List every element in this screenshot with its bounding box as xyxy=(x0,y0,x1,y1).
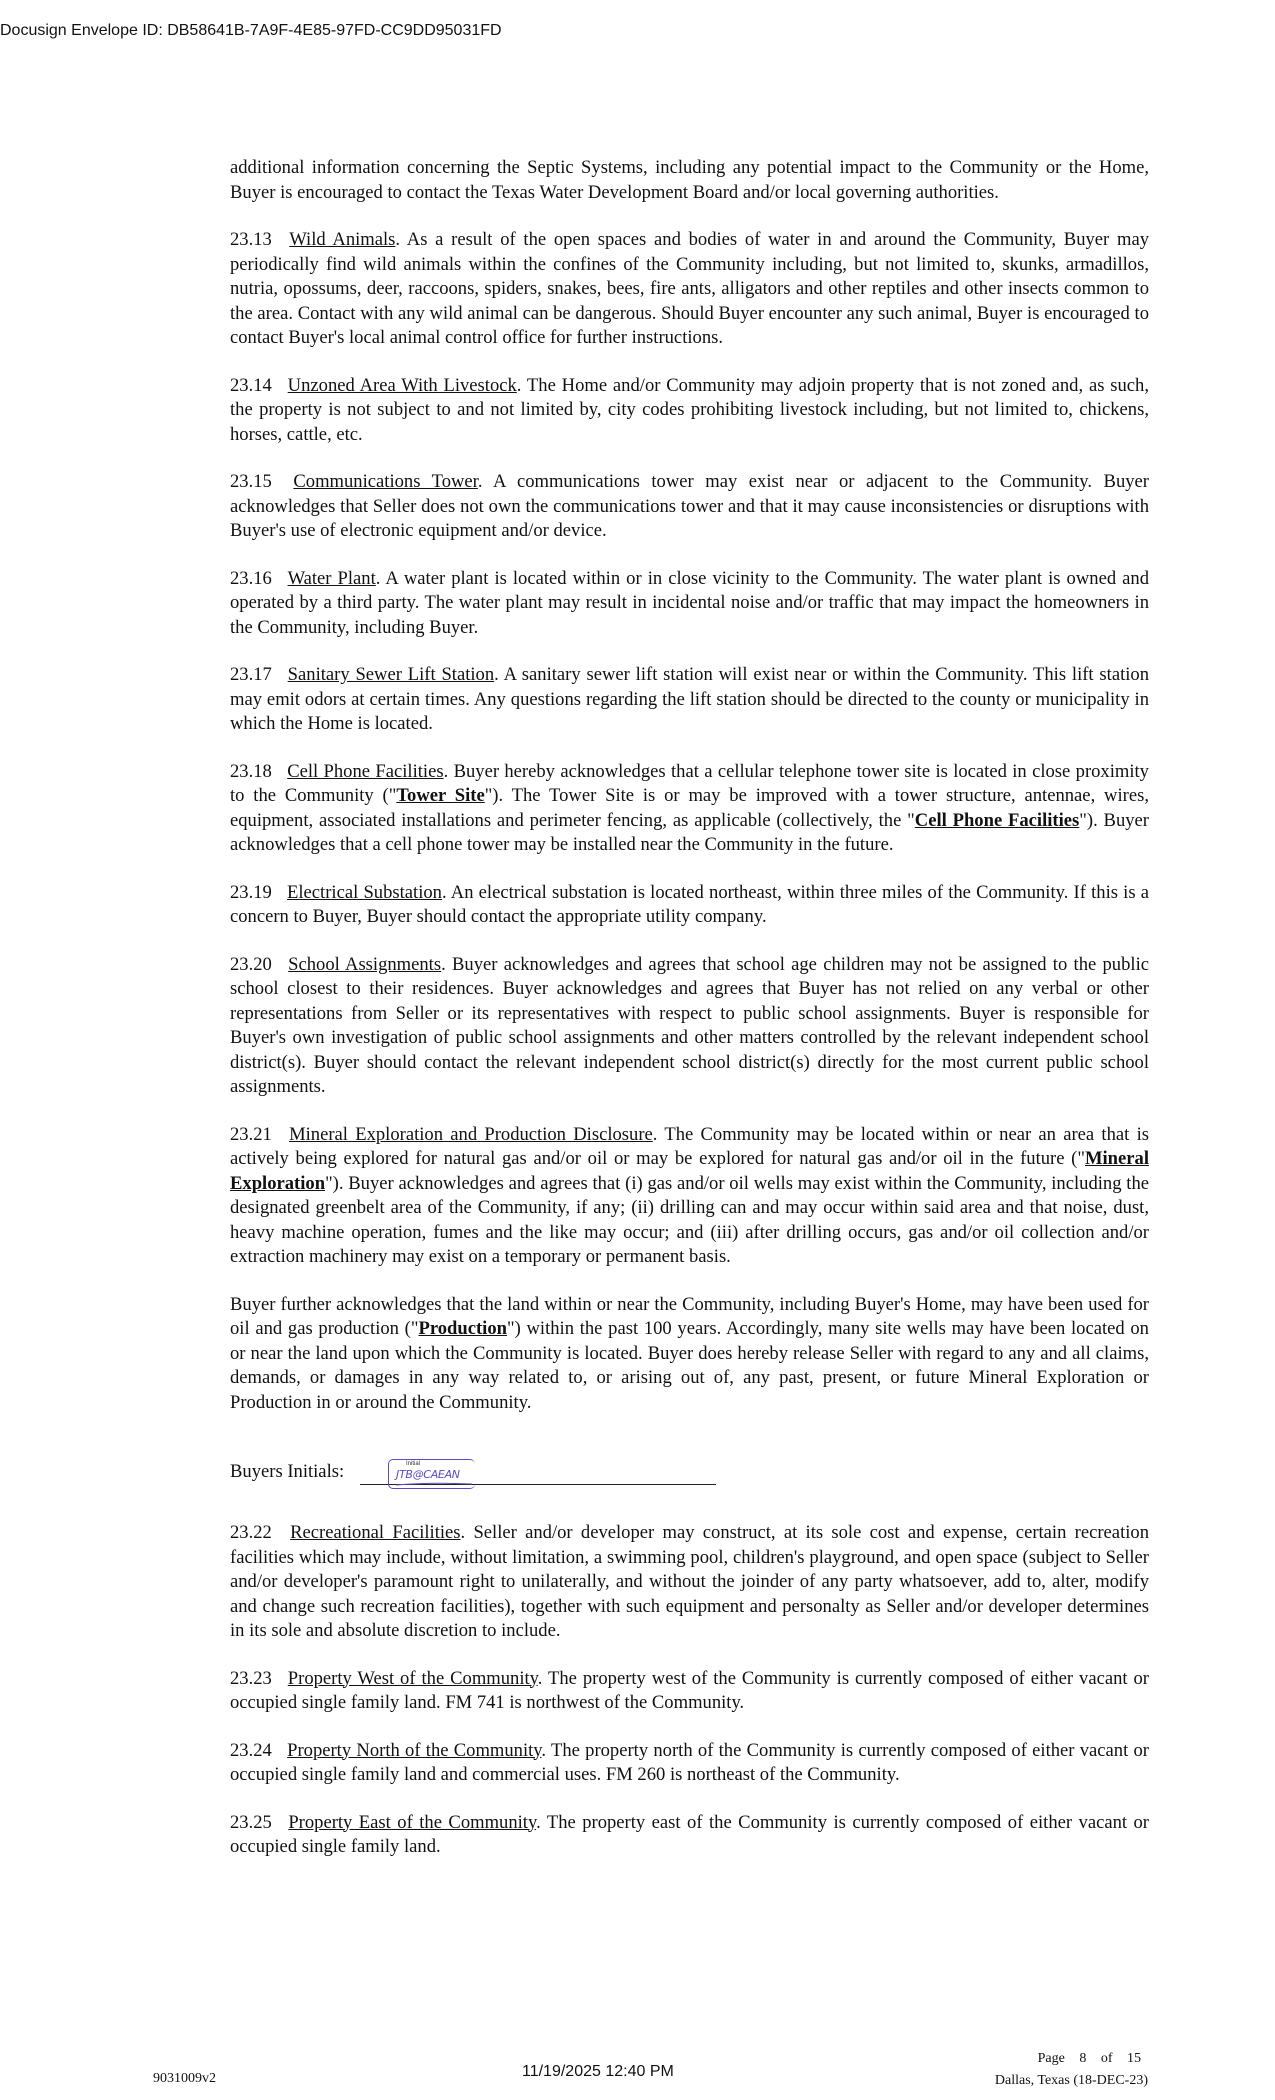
section-23-17 xyxy=(230,663,1149,737)
section-number: 23.25 xyxy=(230,1811,272,1833)
section-body: . The property east of the Community is currently composed of either vacant or occupied single family land. xyxy=(230,1811,1149,1857)
page-indicator xyxy=(954,2051,1148,2067)
section-number: 23.13 xyxy=(230,229,272,250)
section-title: Sanitary Sewer Lift Station xyxy=(287,664,495,685)
page-label: Page xyxy=(1037,2051,1065,2066)
section-body: . A sanitary sewer lift station will exist near or within the Community. This lift station may emit odors at certain times. Any questions regarding the lift station should be directed to the county or municipality in which the Home is located. xyxy=(230,664,1149,734)
page-number: 8 xyxy=(1079,2051,1087,2066)
section-body: "). Buyer acknowledges that a cell phone tower may be installed near the Community in the future. xyxy=(230,809,1149,855)
section-23-18 xyxy=(230,760,1149,858)
section-title: Property North of the Community xyxy=(287,1739,542,1761)
section-23-16 xyxy=(230,567,1149,641)
section-23-22 xyxy=(230,1521,1149,1644)
section-title: Mineral Exploration and Production Disclosure xyxy=(289,1123,653,1145)
buyer-initials-block xyxy=(230,1451,1149,1493)
section-body: "). Buyer acknowledges and agrees that (i) gas and/or oil wells may exist within the Community, including the designated greenbelt area of the Community, if any; (ii) drilling can and may occur within said area and that noise, dust, heavy machine operation, fumes and the like may occur; and (iii) after drilling occurs, gas and/or oil collection and/or extraction machinery may exist on a temporary or permanent basis. xyxy=(230,1172,1149,1267)
section-title: Electrical Substation xyxy=(287,881,442,903)
intro-paragraph: additional information concerning the Septic Systems, including any potential impact to the Community or the Home, Buyer is encouraged to contact the Texas Water Development Board and/or local governing authorities. xyxy=(230,157,1149,203)
section-number: 23.23 xyxy=(230,1667,272,1689)
section-body: . The property north of the Community is currently composed of either vacant or occupied single family land and commercial uses. FM 260 is northeast of the Community. xyxy=(230,1739,1149,1785)
section-body: . A communications tower may exist near or adjacent to the Community. Buyer acknowledges that Seller does not own the communications tower and that it may cause inconsistencies or disruptions with Buyer's use of electronic equipment and/or device. xyxy=(230,471,1149,541)
section-number: 23.16 xyxy=(230,567,272,589)
paragraph-body: ") within the past 100 years. Accordingly, many site wells may have been located on or near the land upon which the Community is located. Buyer does hereby release Seller with regard to any and all claims, demands, or damages in any way related to, or arising out of, any past, present, or future Mineral Exploration or Production in or around the Community. xyxy=(230,1318,1149,1413)
section-title: Recreational Facilities xyxy=(290,1522,461,1543)
section-body: . An electrical substation is located northeast, within three miles of the Community. If this is a concern to Buyer, Buyer should contact the appropriate utility company. xyxy=(230,881,1150,927)
page-total: 15 xyxy=(1127,2051,1141,2066)
section-23-23 xyxy=(230,1667,1149,1716)
document-body xyxy=(230,156,1149,1883)
section-title: Cell Phone Facilities xyxy=(287,760,444,782)
paragraph-body: Buyer further acknowledges that the land within or near the Community, including Buyer's Home, may have been used for oil and gas production (" xyxy=(230,1293,1149,1339)
section-23-25 xyxy=(230,1811,1149,1860)
section-body: . The Community may be located within or near an area that is actively being explored for natural gas and/or oil or may be explored for natural gas and/or oil in the future (" xyxy=(230,1123,1149,1169)
section-body: . Buyer acknowledges and agrees that school age children may not be assigned to the public school closest to their residences. Buyer acknowledges and agrees that Buyer has not relied on any verbal or other representations from Seller or its representatives with respect to public school assignments. Buyer is responsible for Buyer's own investigation of public school assignments and other matters controlled by the relevant independent school district(s). Buyer should contact the relevant independent school district(s) directly for the most current public school assignments. xyxy=(230,953,1149,1097)
section-body: . Buyer hereby acknowledges that a cellular telephone tower site is located in close proximity to the Community (" xyxy=(230,760,1149,806)
section-23-19 xyxy=(230,881,1149,930)
section-title: School Assignments xyxy=(288,953,442,975)
section-23-14 xyxy=(230,374,1149,448)
section-23-21 xyxy=(230,1123,1149,1270)
initials-label: Buyers Initials: xyxy=(230,1461,345,1482)
section-number: 23.24 xyxy=(230,1739,272,1761)
document-location: Dallas, Texas (18-DEC-23) xyxy=(994,2073,1148,2088)
section-number: 23.22 xyxy=(230,1522,272,1543)
section-23-15 xyxy=(230,470,1149,544)
page-footer xyxy=(954,2051,1148,2089)
initials-signature: JTB@CAEAN xyxy=(396,1468,460,1481)
section-number: 23.15 xyxy=(230,471,272,492)
envelope-id: Docusign Envelope ID: DB58641B-7A9F-4E85-97FD-CC9DD95031FD xyxy=(0,22,502,39)
section-body: . Seller and/or developer may construct, at its sole cost and expense, certain recreation facilities which may include, without limitation, a swimming pool, children's playground, and open space (subject to Seller and/or developer's paramount right to unilaterally, and without the joinder of any party whatsoever, add to, alter, modify and change such recreation facilities), together with such equipment and personalty as Seller and/or developer determines in its sole and absolute discretion to include. xyxy=(230,1522,1149,1641)
signing-timestamp: 11/19/2025 12:40 PM xyxy=(522,2063,674,2080)
section-title: Wild Animals xyxy=(289,229,396,250)
section-title: Communications Tower xyxy=(293,471,478,492)
section-title: Property West of the Community xyxy=(287,1667,538,1689)
defined-term-mineral-exploration: Mineral Exploration xyxy=(230,1148,1149,1194)
production-paragraph xyxy=(230,1293,1149,1416)
section-23-24 xyxy=(230,1739,1149,1788)
section-number: 23.20 xyxy=(230,953,272,975)
section-body: "). The Tower Site is or may be improved with a tower structure, antennae, wires, equipment, associated installations and perimeter fencing, as applicable (collectively, the " xyxy=(230,785,1149,831)
section-23-13 xyxy=(230,228,1149,351)
section-title: Unzoned Area With Livestock xyxy=(287,374,517,396)
section-body: . The Home and/or Community may adjoin property that is not zoned and, as such, the property is not subject to and not limited by, city codes prohibiting livestock including, but not limited to, chickens, horses, cattle, etc. xyxy=(230,374,1149,445)
section-number: 23.18 xyxy=(230,760,272,782)
document-version-id: 9031009v2 xyxy=(153,2071,216,2086)
signature-underline-icon xyxy=(390,1459,480,1489)
section-number: 23.17 xyxy=(230,664,272,685)
of-label: of xyxy=(1100,2051,1113,2066)
defined-term-production: Production xyxy=(418,1318,507,1339)
section-title: Property East of the Community xyxy=(288,1811,537,1833)
section-body: . A water plant is located within or in close vicinity to the Community. The water plant is owned and operated by a third party. The water plant may result in incidental noise and/or traffic that may impact the homeowners in the Community, including Buyer. xyxy=(230,567,1150,638)
section-number: 23.21 xyxy=(230,1123,272,1145)
defined-term-tower-site: Tower Site xyxy=(396,785,485,806)
section-number: 23.19 xyxy=(230,881,272,903)
initials-stamp-tag: Initial xyxy=(406,1461,421,1467)
section-number: 23.14 xyxy=(230,374,272,396)
section-body: . The property west of the Community is currently composed of either vacant or occupied single family land. FM 741 is northwest of the Community. xyxy=(230,1667,1149,1713)
section-23-20 xyxy=(230,953,1149,1100)
section-title: Water Plant xyxy=(287,567,376,589)
section-body: . As a result of the open spaces and bodies of water in and around the Community, Buyer may periodically find wild animals within the confines of the Community including, but not limited to, skunks, armadillos, nutria, opossums, deer, raccoons, spiders, snakes, bees, fire ants, alligators and other reptiles and other insects common to the area. Contact with any wild animal can be dangerous. Should Buyer encounter any such animal, Buyer is encouraged to contact Buyer's local animal control office for further instructions. xyxy=(230,229,1149,348)
defined-term-cell-phone-facilities: Cell Phone Facilities xyxy=(914,809,1080,831)
